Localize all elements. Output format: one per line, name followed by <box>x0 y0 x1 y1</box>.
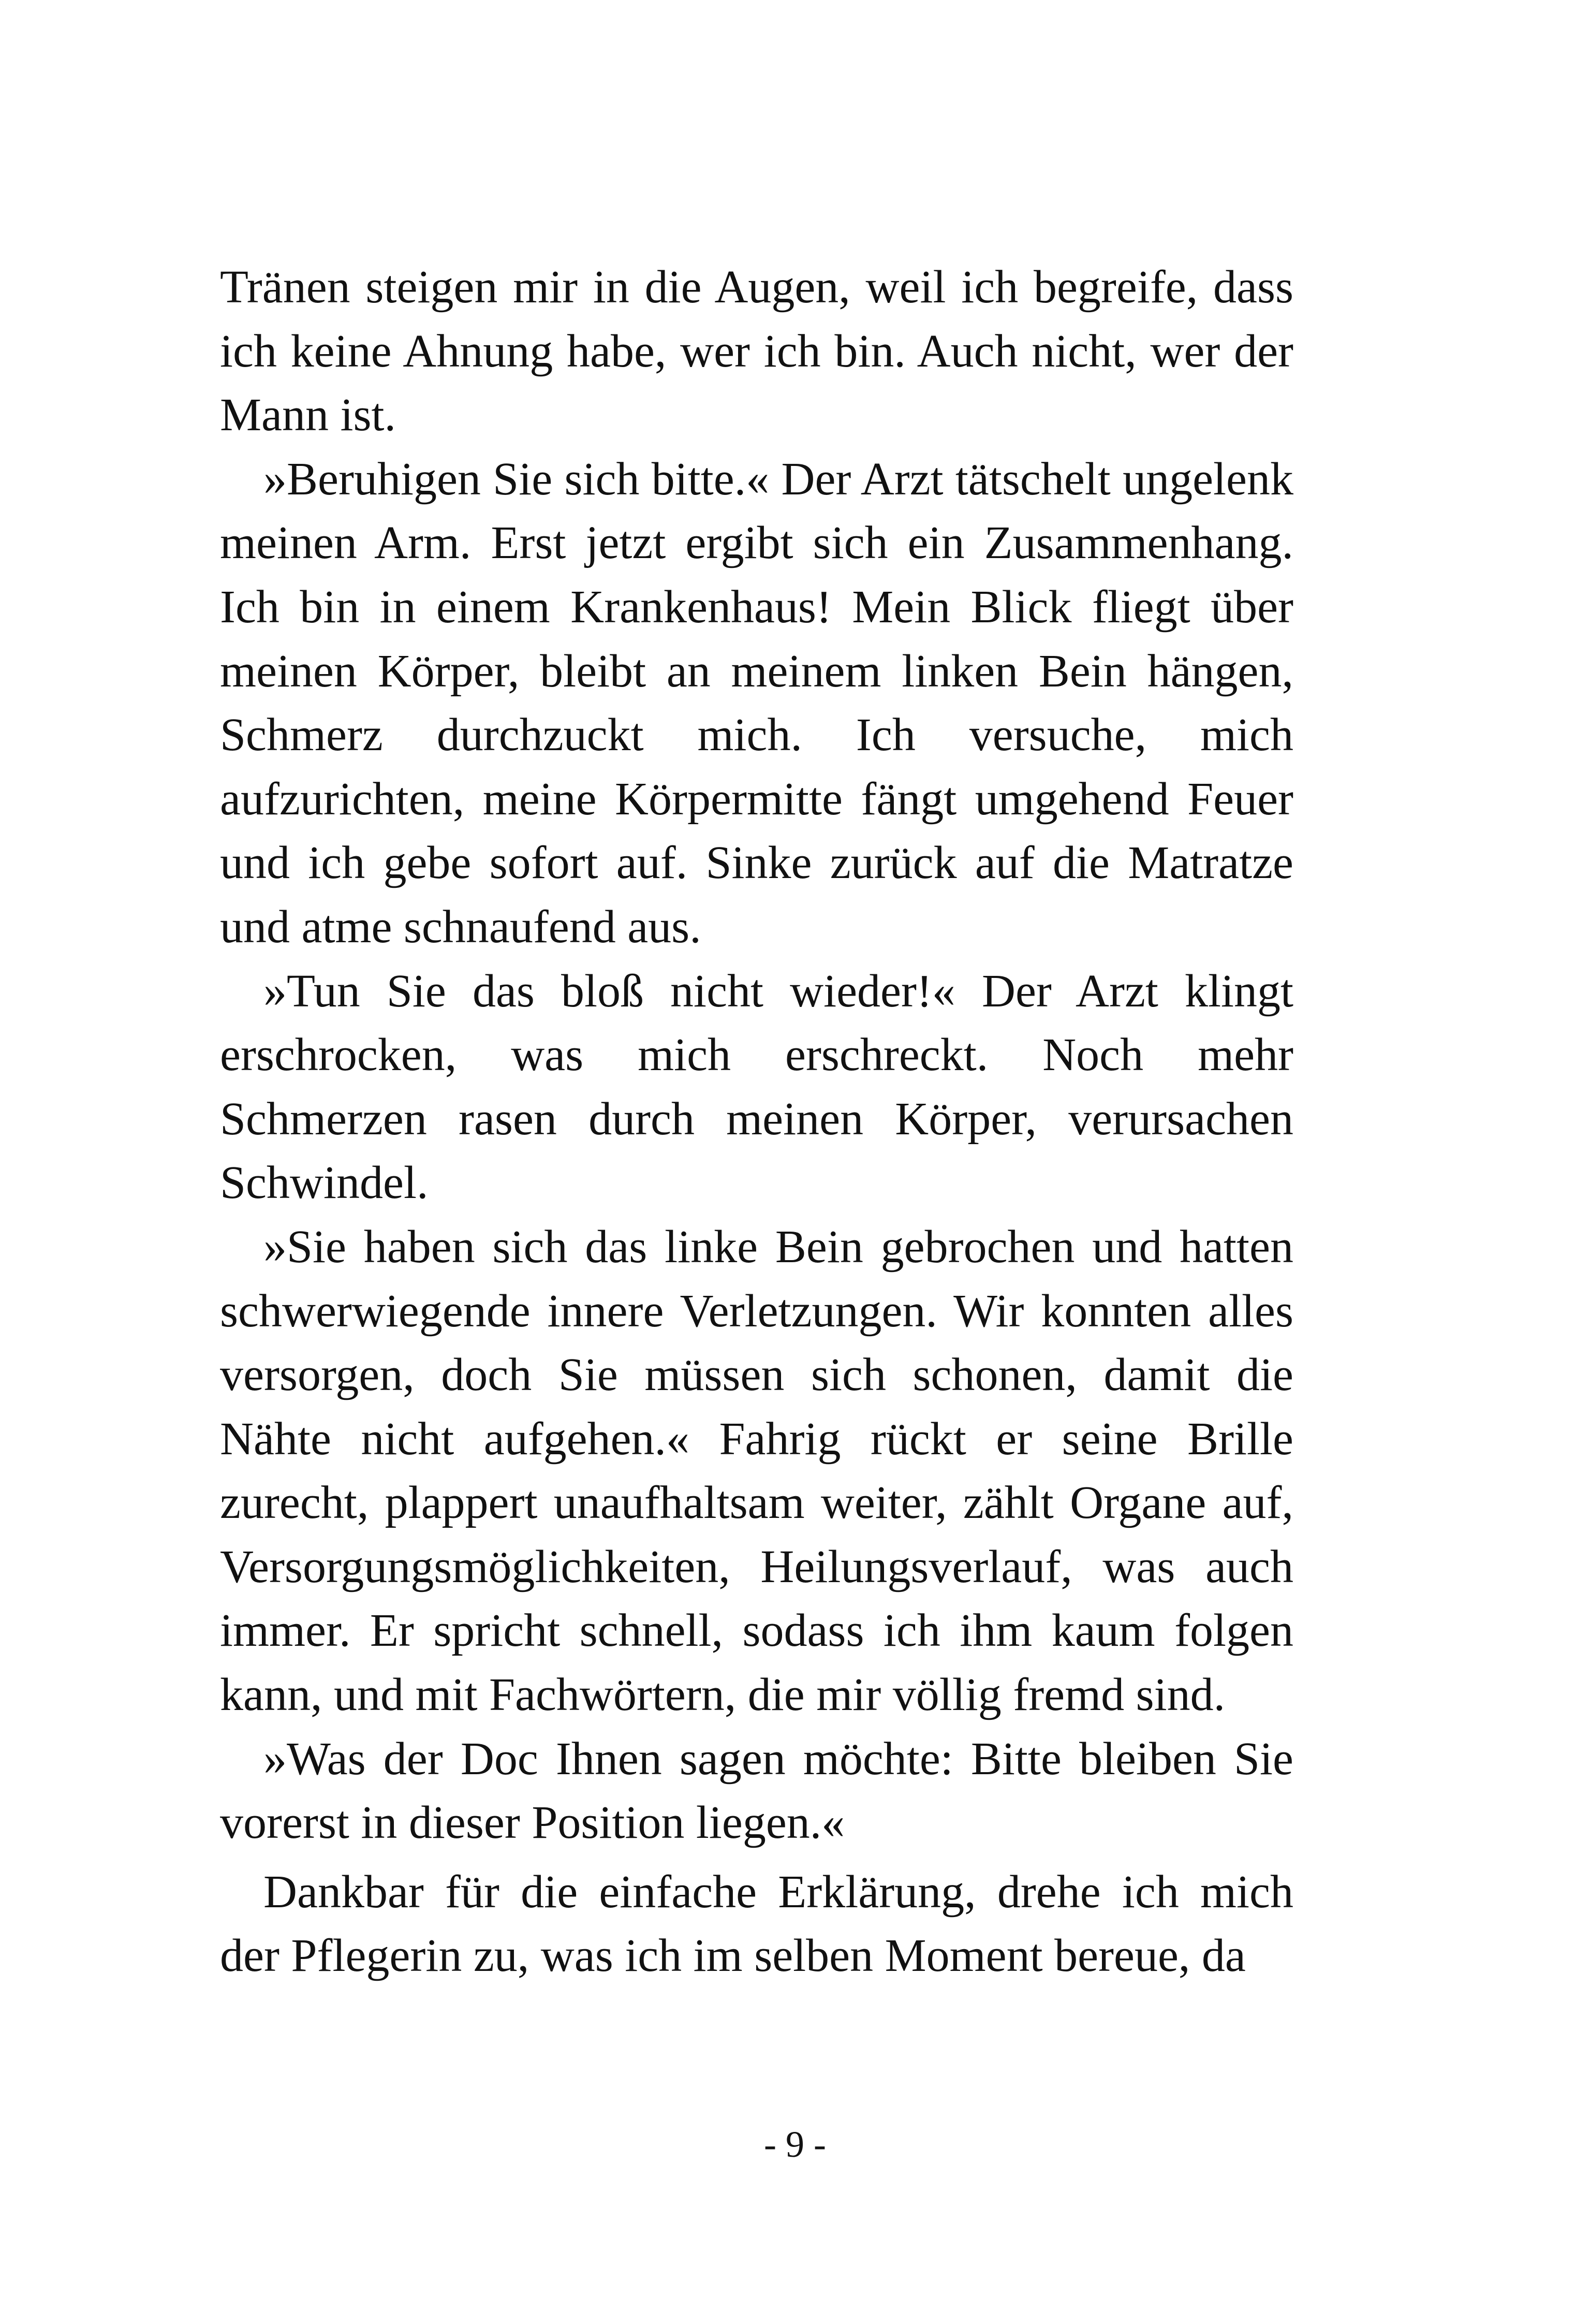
paragraph-1: Tränen steigen mir in die Augen, weil ich begreife, dass ich keine Ahnung habe, wer ich bin. Auch nicht, wer der Mann ist. <box>220 261 1293 441</box>
body-text <box>220 255 1293 1988</box>
paragraph-5: »Was der Doc Ihnen sagen möchte: Bitte bleiben Sie vorerst in dieser Position liegen.« <box>220 1733 1293 1849</box>
page-number: - 9 - <box>764 2124 826 2165</box>
paragraph-2: »Beruhigen Sie sich bitte.« Der Arzt tätschelt ungelenk meinen Arm. Erst jetzt ergibt sich ein Zusammenhang. Ich bin in einem Krankenhaus! Mein Blick fliegt über meinen Körper, bleibt an meinem linken Bein hängen, Schmerz durchzuckt mich. Ich versuche, mich aufzurichten, meine Körpermitte fängt umgehend Feuer und ich gebe sofort auf. Sinke zurück auf die Matratze und atme schnaufend aus. <box>220 453 1293 953</box>
paragraph-6: Dankbar für die einfache Erklärung, drehe ich mich der Pflegerin zu, was ich im selben Moment bereue, da <box>220 1866 1293 1982</box>
paragraph-3: »Tun Sie das bloß nicht wieder!« Der Arzt klingt erschrocken, was mich erschreckt. Noch mehr Schmerzen rasen durch meinen Körper, verursachen Schwindel. <box>220 965 1293 1209</box>
paragraph-4: »Sie haben sich das linke Bein gebrochen und hatten schwerwiegende innere Verletzungen. Wir konnten alles versorgen, doch Sie müssen sich schonen, damit die Nähte nicht aufgehen.« Fahrig rückt er seine Brille zurecht, plappert unaufhaltsam weiter, zählt Organe auf, Versorgungsmöglichkeiten, Heilungsverlauf, was auch immer. Er spricht schnell, sodass ich ihm kaum folgen kann, und mit Fachwörtern, die mir völlig fremd sind. <box>220 1221 1293 1721</box>
